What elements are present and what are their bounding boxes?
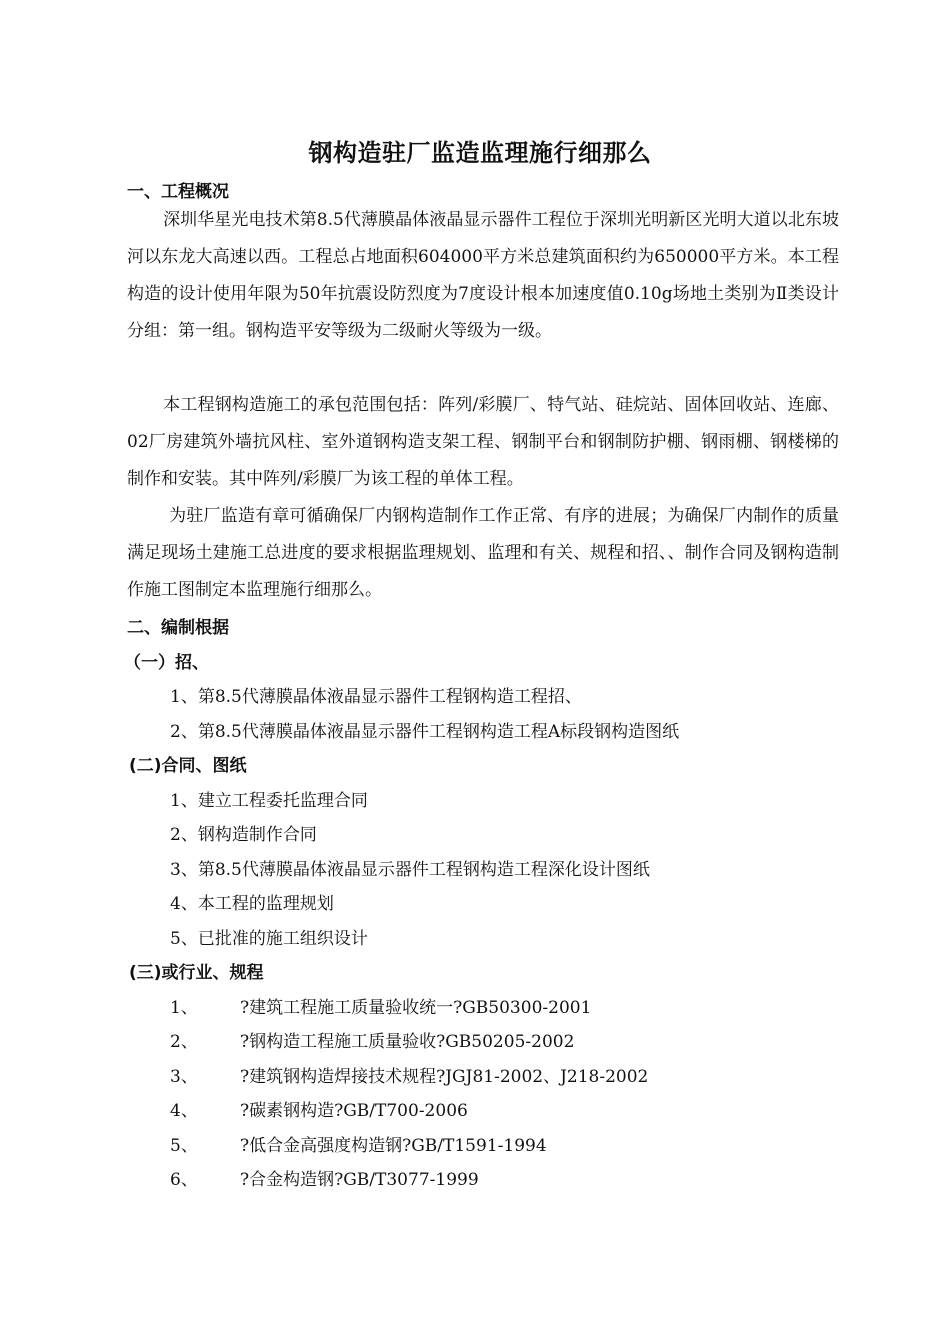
- overview-paragraph-3-text: 为驻厂监造有章可循确保厂内钢构造制作工作正常、有序的进展；为确保厂内制作的质量满足现场土建施工总进度的要求根据监理规划、监理和有关、规程和招、、制作合同及钢构造制作施工图制定本监理施行细那么。: [127, 506, 839, 600]
- standard-number: 2、: [170, 1032, 198, 1052]
- section-heading-overview: 一、工程概况: [127, 182, 229, 202]
- standard-title: ?钢构造工程施工质量验收?GB50205-2002: [240, 1032, 575, 1052]
- overview-paragraph-2-text: 本工程钢构造施工的承包范围包括：阵列/彩膜厂、特气站、硅烷站、固体回收站、连廊、02厂房建筑外墙抗风柱、室外道钢构造支架工程、钢制平台和钢制防护棚、钢雨棚、钢楼梯的制作和安装。其中阵列/彩膜厂为该工程的单体工程。: [127, 395, 839, 489]
- standard-number: 1、: [170, 998, 198, 1018]
- overview-paragraph-1-text: 深圳华星光电技术第8.5代薄膜晶体液晶显示器件工程位于深圳光明新区光明大道以北东坡河以东龙大高速以西。工程总占地面积604000平方米总建筑面积约为650000平方米。本工程构造的设计使用年限为50年抗震设防烈度为7度设计根本加速度值0.10g场地土类别为Ⅱ类设计分组：第一组。钢构造平安等级为二级耐火等级为一级。: [127, 210, 839, 341]
- document-title: 钢构造驻厂监造监理施行细那么: [308, 139, 652, 167]
- section-heading-basis: 二、编制根据: [127, 618, 229, 638]
- subsection-heading-contracts: (二)合同、图纸: [129, 756, 247, 776]
- overview-paragraph-2: [127, 387, 839, 498]
- standard-title: ?碳素钢构造?GB/T700-2006: [240, 1101, 468, 1121]
- standard-title: ?合金构造钢?GB/T3077-1999: [240, 1170, 479, 1190]
- list-item: 2、第8.5代薄膜晶体液晶显示器件工程钢构造工程A标段钢构造图纸: [170, 722, 680, 742]
- standard-title: ?建筑钢构造焊接技术规程?JGJ81-2002、J218-2002: [240, 1067, 649, 1087]
- standard-number: 6、: [170, 1170, 198, 1190]
- list-item: 2、钢构造制作合同: [170, 825, 317, 845]
- standard-title: ?低合金高强度构造钢?GB/T1591-1994: [240, 1136, 547, 1156]
- subsection-heading-standards: (三)或行业、规程: [129, 963, 264, 983]
- subsection-heading-tender: （一）招、: [124, 653, 209, 673]
- standard-title: ?建筑工程施工质量验收统一?GB50300-2001: [240, 998, 592, 1018]
- standard-number: 3、: [170, 1067, 198, 1087]
- standard-number: 4、: [170, 1101, 198, 1121]
- list-item: 5、已批准的施工组织设计: [170, 929, 368, 949]
- overview-paragraph-3: [127, 498, 839, 609]
- standard-number: 5、: [170, 1136, 198, 1156]
- list-item: 1、建立工程委托监理合同: [170, 791, 368, 811]
- list-item: 1、第8.5代薄膜晶体液晶显示器件工程钢构造工程招、: [170, 687, 582, 707]
- overview-paragraph-1: [127, 202, 839, 350]
- list-item: 3、第8.5代薄膜晶体液晶显示器件工程钢构造工程深化设计图纸: [170, 860, 650, 880]
- list-item: 4、本工程的监理规划: [170, 894, 334, 914]
